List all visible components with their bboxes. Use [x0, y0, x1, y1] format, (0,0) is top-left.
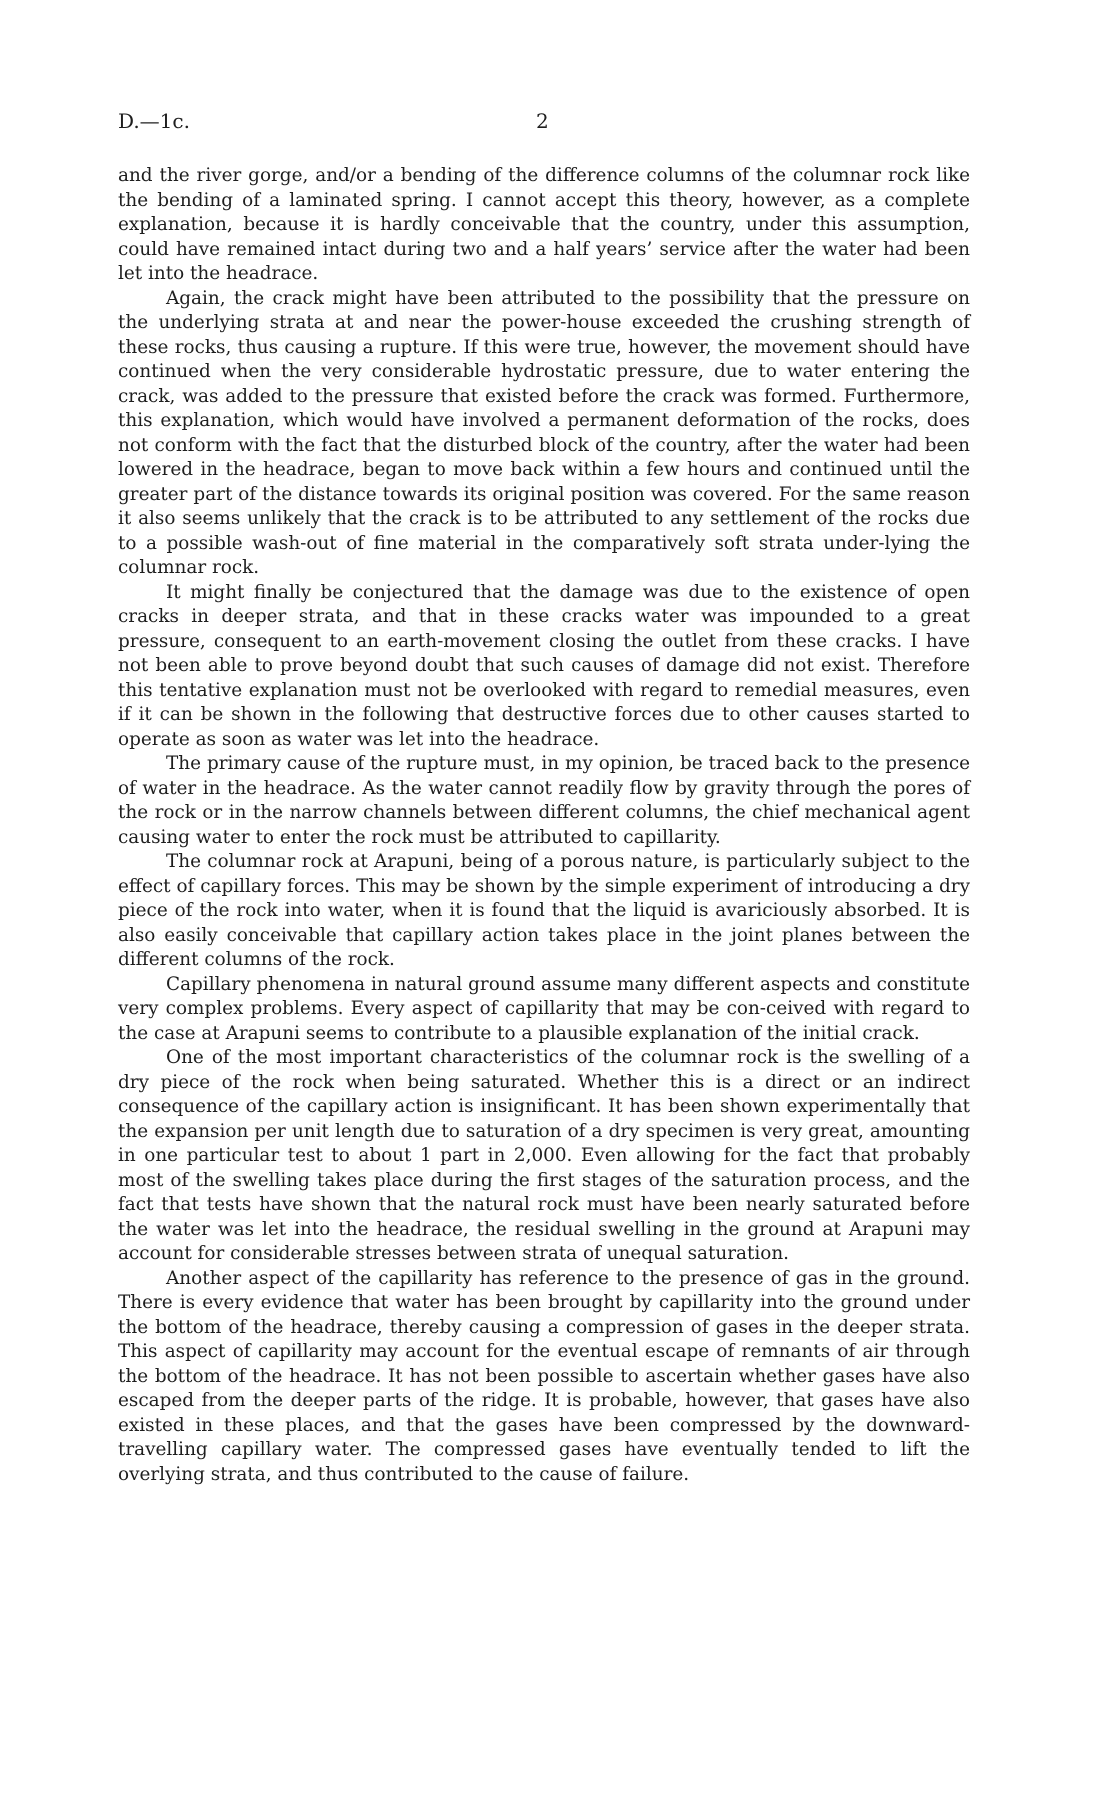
paragraph-continued: and the river gorge, and/or a bending of the difference columns of the columnar rock like the bending of a laminated spring. I cannot accept this theory, however, as a complete explanation, because it is hardly conceivable that the country, under this assumption, could have remained intact during two and a half years’ service after the water had been let into the headrace. — [118, 165, 970, 284]
page-number: 2 — [536, 109, 549, 133]
page-header — [118, 106, 978, 136]
paragraph-swelling: One of the most important characteristics of the columnar rock is the swelling of a dry piece of the rock when being saturated. Whether this is a direct or an indirect consequence of the capillary action is insignificant. It has been shown experimentally that the expansion per unit length due to saturation of a dry specimen is very great, amounting in one particular test to about 1 part in 2,000. Even allowing for the fact that probably most of the swelling takes place during the first stages of the saturation process, and the fact that tests have shown that the natural rock must have been nearly saturated before the water was let into the headrace, the residual swelling in the ground at Arapuni may account for considerable stresses between strata of unequal saturation. — [118, 1047, 970, 1264]
paragraph-porous-rock: The columnar rock at Arapuni, being of a porous nature, is particularly subject to the effect of capillary forces. This may be shown by the simple experiment of introducing a dry piece of the rock into water, when it is found that the liquid is avariciously absorbed. It is also easily conceivable that capillary action takes place in the joint planes between the different columns of the rock. — [118, 851, 970, 970]
paragraph-primary-cause: The primary cause of the rupture must, in my opinion, be traced back to the presence of water in the headrace. As the water cannot readily flow by gravity through the pores of the rock or in the narrow channels between different columns, the chief mechanical agent causing water to enter the rock must be attributed to capillarity. — [118, 753, 970, 848]
paragraph-crushing-strength: Again, the crack might have been attributed to the possibility that the pressure on the underlying strata at and near the power-house exceeded the crushing strength of these rocks, thus causing a rupture. If this were true, however, the movement should have continued when the very considerable hydrostatic pressure, due to water entering the crack, was added to the pressure that existed before the crack was formed. Furthermore, this explanation, which would have involved a permanent deformation of the rocks, does not conform with the fact that the disturbed block of the country, after the water had been lowered in the headrace, began to move back within a few hours and continued until the greater part of the distance towards its original position was covered. For the same reason it also seems unlikely that the crack is to be attributed to any settlement of the rocks due to a possible wash-out of fine material in the comparatively soft strata under-lying the columnar rock. — [118, 287, 970, 578]
paragraph-gas-compression: Another aspect of the capillarity has reference to the presence of gas in the ground. There is every evidence that water has been brought by capillarity into the ground under the bottom of the headrace, thereby causing a compression of gases in the deeper strata. This aspect of capillarity may account for the eventual escape of remnants of air through the bottom of the headrace. It has not been possible to ascertain whether gases have also escaped from the deeper parts of the ridge. It is probable, however, that gases have also existed in these places, and that the gases have been compressed by the downward-travelling capillary water. The compressed gases have eventually tended to lift the overlying strata, and thus contributed to the cause of failure. — [118, 1267, 970, 1485]
body-text — [118, 164, 970, 1487]
paragraph-open-cracks: It might finally be conjectured that the damage was due to the existence of open cracks in deeper strata, and that in these cracks water was impounded to a great pressure, consequent to an earth-movement closing the outlet from these cracks. I have not been able to prove beyond doubt that such causes of damage did not exist. Therefore this tentative explanation must not be overlooked with regard to remedial measures, even if it can be shown in the following that destructive forces due to other causes started to operate as soon as water was let into the headrace. — [118, 581, 970, 750]
document-reference: D.—1c. — [118, 109, 190, 133]
paragraph-capillary-phenomena: Capillary phenomena in natural ground assume many different aspects and constitute very complex problems. Every aspect of capillarity that may be con-ceived with regard to the case at Arapuni seems to contribute to a plausible explanation of the initial crack. — [118, 973, 970, 1044]
